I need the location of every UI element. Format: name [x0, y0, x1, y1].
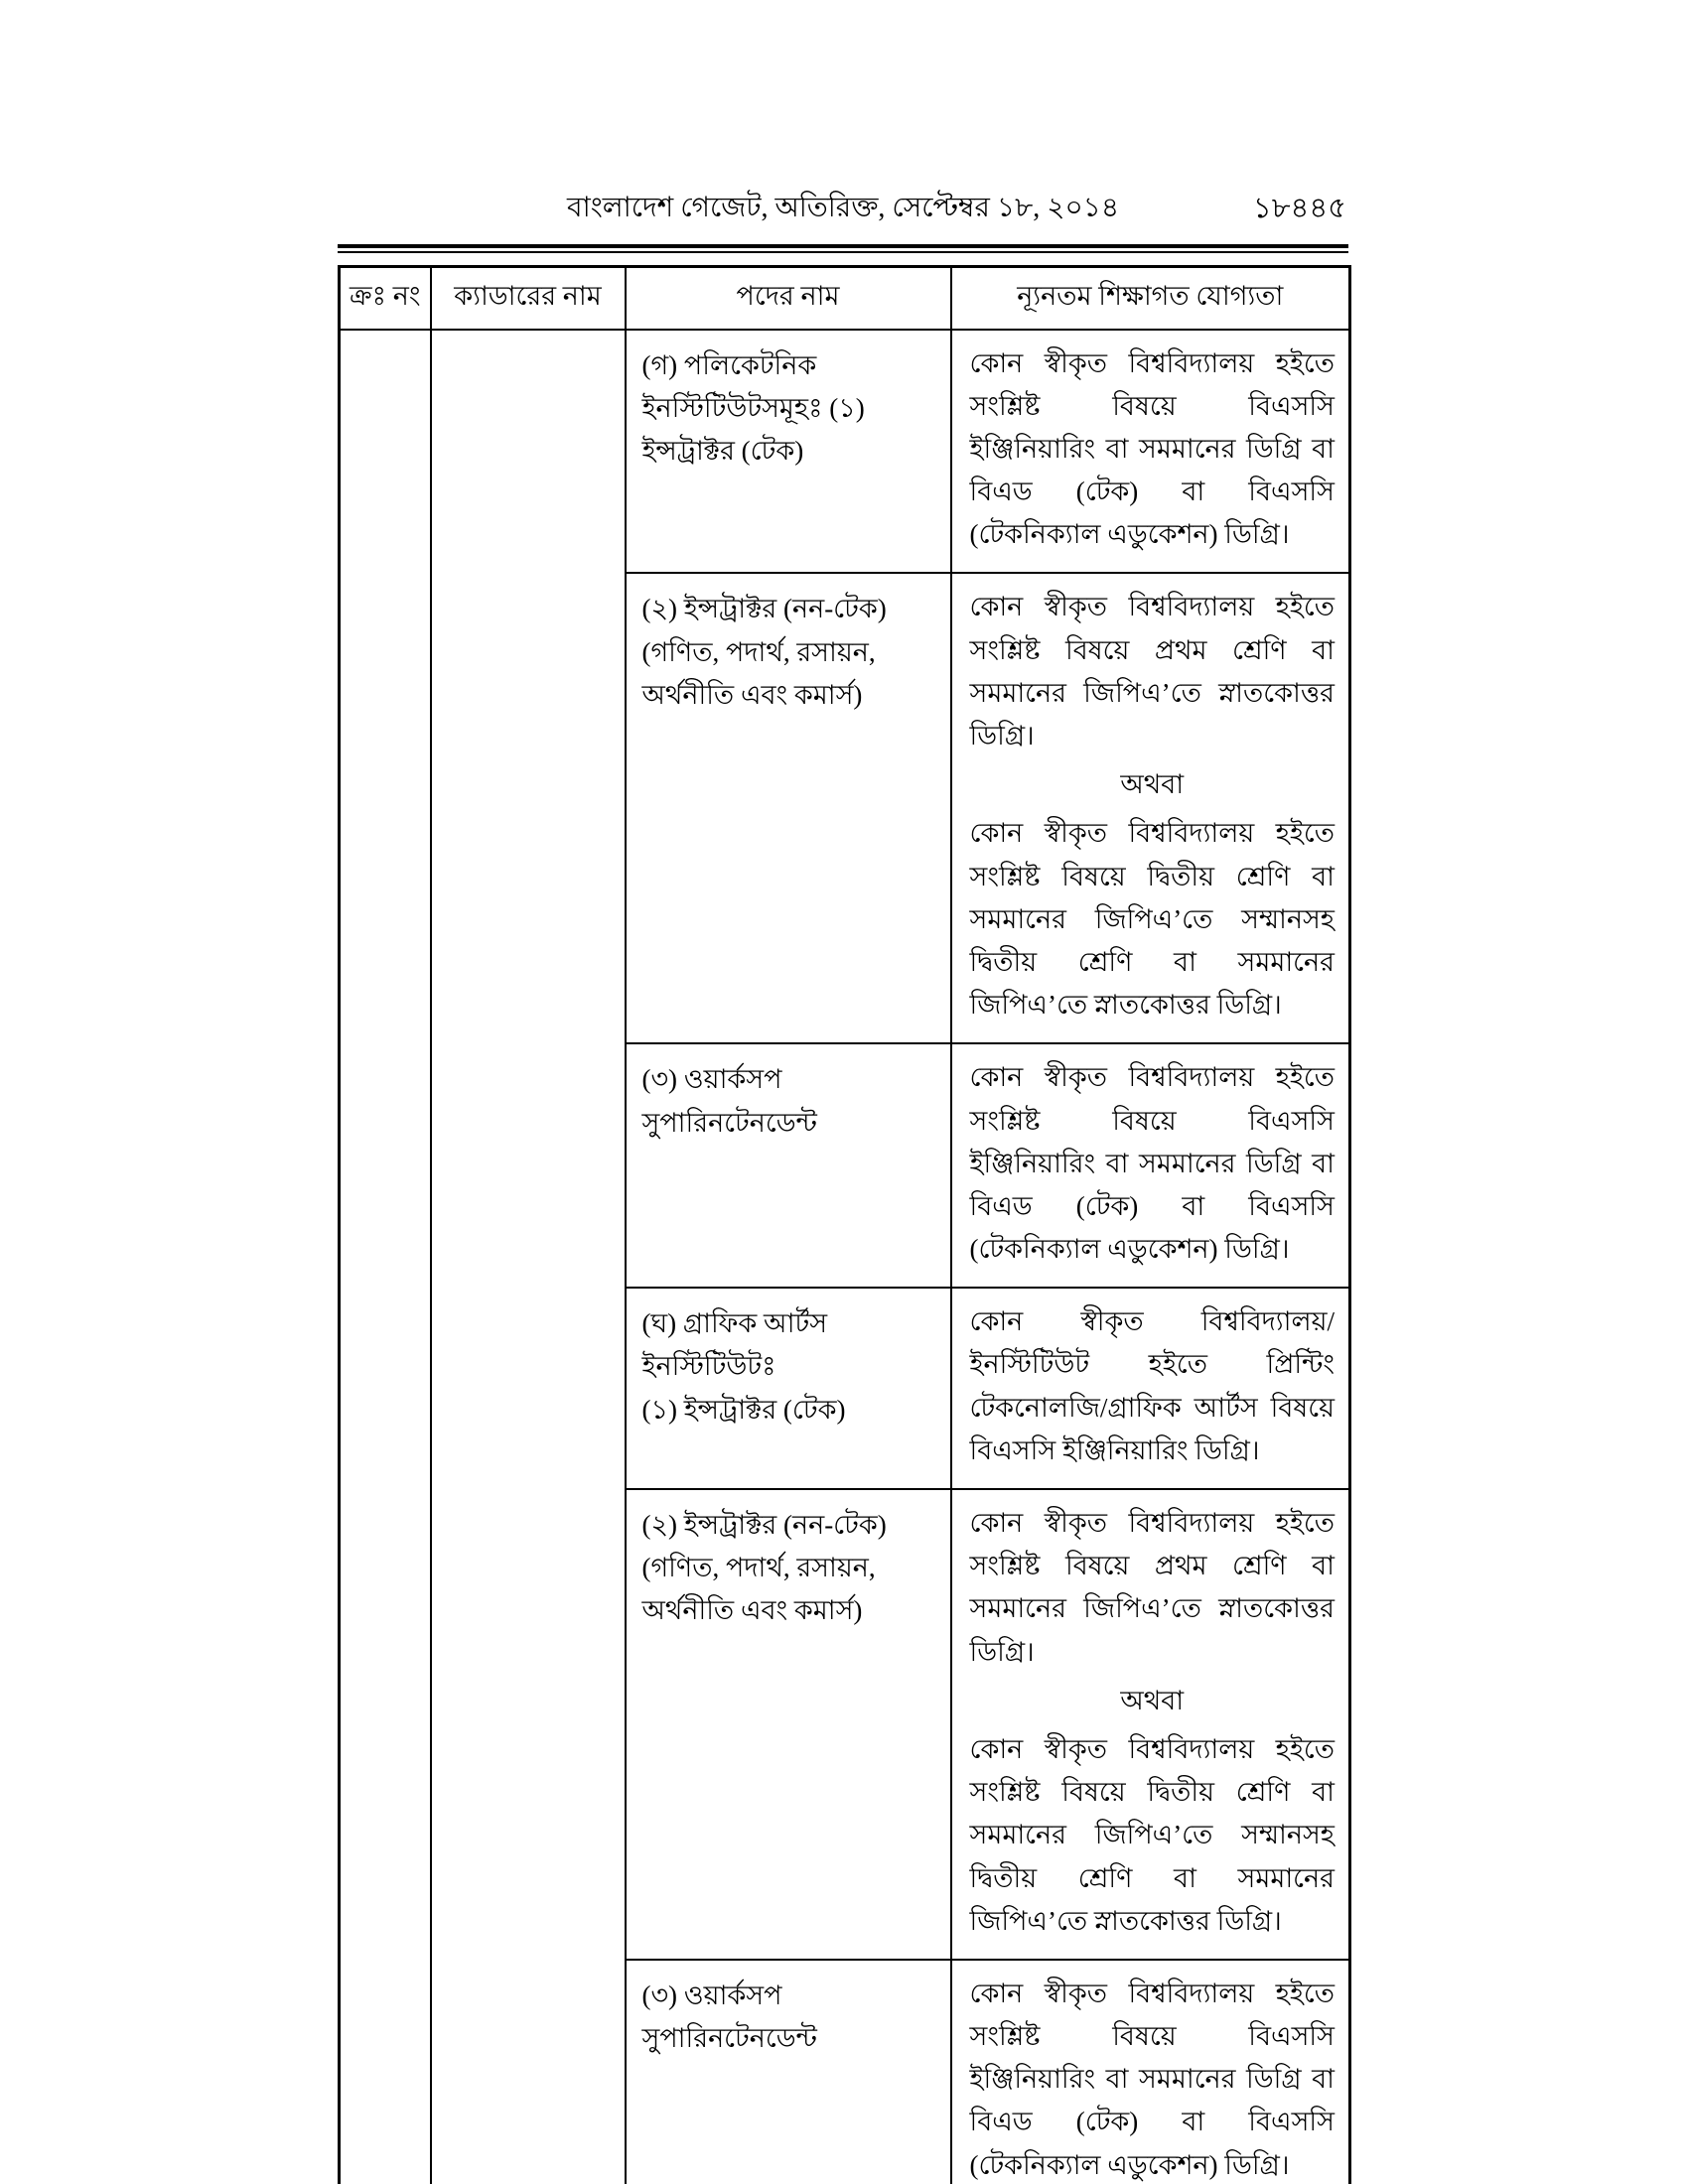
- post-name-cell: [626, 1960, 951, 2184]
- col-header-serial: ক্রঃ নং: [340, 267, 431, 330]
- col-header-qualification: ন্যূনতম শিক্ষাগত যোগ্যতা: [951, 267, 1350, 330]
- post-name-line: (২) ইন্সট্রাক্টর (নন-টেক): [641, 1510, 887, 1540]
- col-header-post: পদের নাম: [626, 267, 951, 330]
- gazette-title: বাংলাদেশ গেজেট, অতিরিক্ত, সেপ্টেম্বর ১৮, ২০১৪: [566, 193, 1120, 223]
- table-head: [340, 267, 1350, 330]
- page-number: ১৮৪৪৫: [1252, 193, 1346, 224]
- post-name-line: (১) ইন্সট্রাক্টর (টেক): [641, 1394, 846, 1425]
- post-name-cell: [626, 1288, 951, 1489]
- col-header-cadre: ক্যাডারের নাম: [431, 267, 626, 330]
- qualification-cell: [951, 1288, 1350, 1489]
- page-header: [338, 189, 1348, 230]
- table-row: [340, 330, 1350, 574]
- header-row: [340, 267, 1350, 330]
- or-separator-label: অথবা: [1120, 1685, 1185, 1715]
- post-name-cell: [626, 1043, 951, 1288]
- table-body: [340, 330, 1350, 2184]
- header-double-rule: [338, 244, 1348, 253]
- qualification-cell: [951, 1960, 1350, 2184]
- post-name-line: (২) ইন্সট্রাক্টর (নন-টেক): [641, 594, 887, 624]
- qualification-paragraph: কোন স্বীকৃত বিশ্ববিদ্যালয় হইতে সংশ্লিষ্ট বিষয়ে প্রথম শ্রেণি বা সমমানের জিপিএ’তে স্নাতকোত্তর ডিগ্রি।: [969, 1508, 1335, 1667]
- qualification-cell: [951, 1043, 1350, 1288]
- post-name-line: (গ) পলিকেটনিক ইনস্টিটিউটসমূহঃ (১) ইন্সট্রাক্টর (টেক): [641, 349, 865, 466]
- post-name-cell: [626, 573, 951, 1043]
- post-name-line: (ঘ) গ্রাফিক আর্টস ইনস্টিটিউটঃ: [641, 1308, 828, 1382]
- qualification-paragraph: কোন স্বীকৃত বিশ্ববিদ্যালয় হইতে সংশ্লিষ্ট বিষয়ে বিএসসি ইঞ্জিনিয়ারিং বা সমমানের ডিগ্রি বা বিএড (টেক) বা বিএসসি (টেকনিক্যাল এডুকেশন) ডিগ্রি।: [969, 1978, 1335, 2180]
- cadre-name-cell: [431, 330, 626, 2184]
- qualification-cell: [951, 573, 1350, 1043]
- qualification-paragraph: কোন স্বীকৃত বিশ্ববিদ্যালয় হইতে সংশ্লিষ্ট বিষয়ে প্রথম শ্রেণি বা সমমানের জিপিএ’তে স্নাতকোত্তর ডিগ্রি।: [969, 592, 1335, 751]
- qualification-paragraph: কোন স্বীকৃত বিশ্ববিদ্যালয় হইতে সংশ্লিষ্ট বিষয়ে বিএসসি ইঞ্জিনিয়ারিং বা সমমানের ডিগ্রি বা বিএড (টেক) বা বিএসসি (টেকনিক্যাল এডুকেশন) ডিগ্রি।: [969, 347, 1335, 550]
- post-name-line: (গণিত, পদার্থ, রসায়ন, অর্থনীতি এবং কমার্স): [641, 636, 876, 710]
- qualification-cell: [951, 330, 1350, 574]
- qualification-paragraph: কোন স্বীকৃত বিশ্ববিদ্যালয় হইতে সংশ্লিষ্ট বিষয়ে বিএসসি ইঞ্জিনিয়ারিং বা সমমানের ডিগ্রি বা বিএড (টেক) বা বিএসসি (টেকনিক্যাল এডুকেশন) ডিগ্রি।: [969, 1062, 1335, 1265]
- post-name-cell: [626, 1489, 951, 1960]
- or-separator-label: অথবা: [1120, 769, 1185, 800]
- post-name-cell: [626, 330, 951, 574]
- serial-no-cell: [340, 330, 431, 2184]
- qualification-paragraph: কোন স্বীকৃত বিশ্ববিদ্যালয়/ইনস্টিটিউট হইতে প্রিন্টিং টেকনোলজি/গ্রাফিক আর্টস বিষয়ে বিএসসি ইঞ্জিনিয়ারিং ডিগ্রি।: [969, 1306, 1335, 1465]
- qualification-paragraph: কোন স্বীকৃত বিশ্ববিদ্যালয় হইতে সংশ্লিষ্ট বিষয়ে দ্বিতীয় শ্রেণি বা সমমানের জিপিএ’তে সম্মানসহ দ্বিতীয় শ্রেণি বা সমমানের জিপিএ’তে স্নাতকোত্তর ডিগ্রি।: [969, 1733, 1335, 1936]
- post-name-line: (৩) ওয়ার্কসপ সুপারিনটেনডেন্ট: [641, 1064, 817, 1138]
- qualification-cell: [951, 1489, 1350, 1960]
- post-name-line: (গণিত, পদার্থ, রসায়ন, অর্থনীতি এবং কমার্স): [641, 1553, 876, 1626]
- post-name-line: (৩) ওয়ার্কসপ সুপারিনটেনডেন্ট: [641, 1979, 817, 2054]
- qualification-table: [338, 265, 1351, 2184]
- qualification-paragraph: কোন স্বীকৃত বিশ্ববিদ্যালয় হইতে সংশ্লিষ্ট বিষয়ে দ্বিতীয় শ্রেণি বা সমমানের জিপিএ’তে সম্মানসহ দ্বিতীয় শ্রেণি বা সমমানের জিপিএ’তে স্নাতকোত্তর ডিগ্রি।: [969, 818, 1335, 1021]
